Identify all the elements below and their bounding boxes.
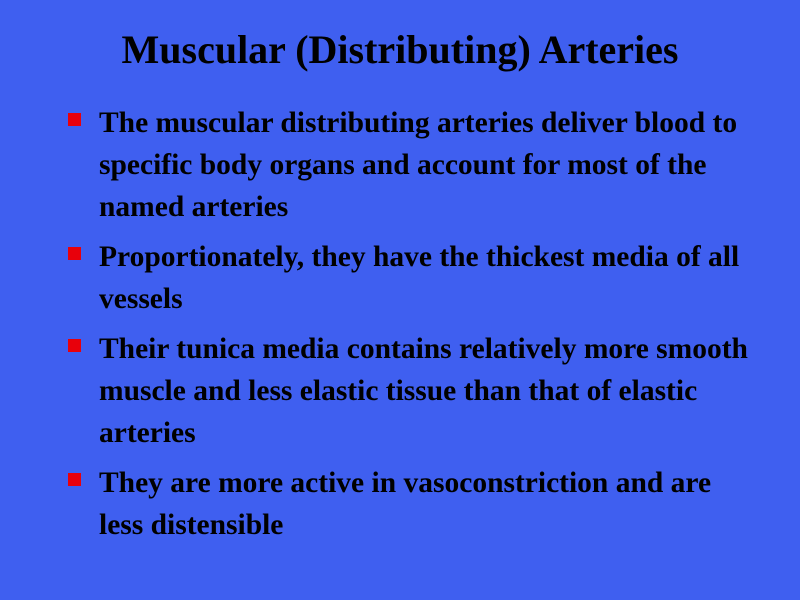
bullet-text: They are more active in vasoconstriction and are less distensible (99, 467, 712, 541)
bullet-item (68, 328, 758, 454)
bullet-text: The muscular distributing arteries deliver blood to specific body organs and account for most of the named arteries (99, 107, 738, 223)
square-bullet-icon (68, 339, 81, 352)
square-bullet-icon (68, 247, 81, 260)
bullet-text: Proportionately, they have the thickest media of all vessels (99, 241, 740, 315)
square-bullet-icon (68, 473, 81, 486)
bullet-item (68, 236, 758, 320)
bullet-item (68, 102, 758, 228)
bullet-item (68, 462, 758, 546)
slide-title: Muscular (Distributing) Arteries (121, 27, 679, 72)
bullet-text: Their tunica media contains relatively more smooth muscle and less elastic tissue than that of elastic arteries (99, 333, 748, 449)
square-bullet-icon (68, 113, 81, 126)
bullet-list (68, 102, 758, 554)
